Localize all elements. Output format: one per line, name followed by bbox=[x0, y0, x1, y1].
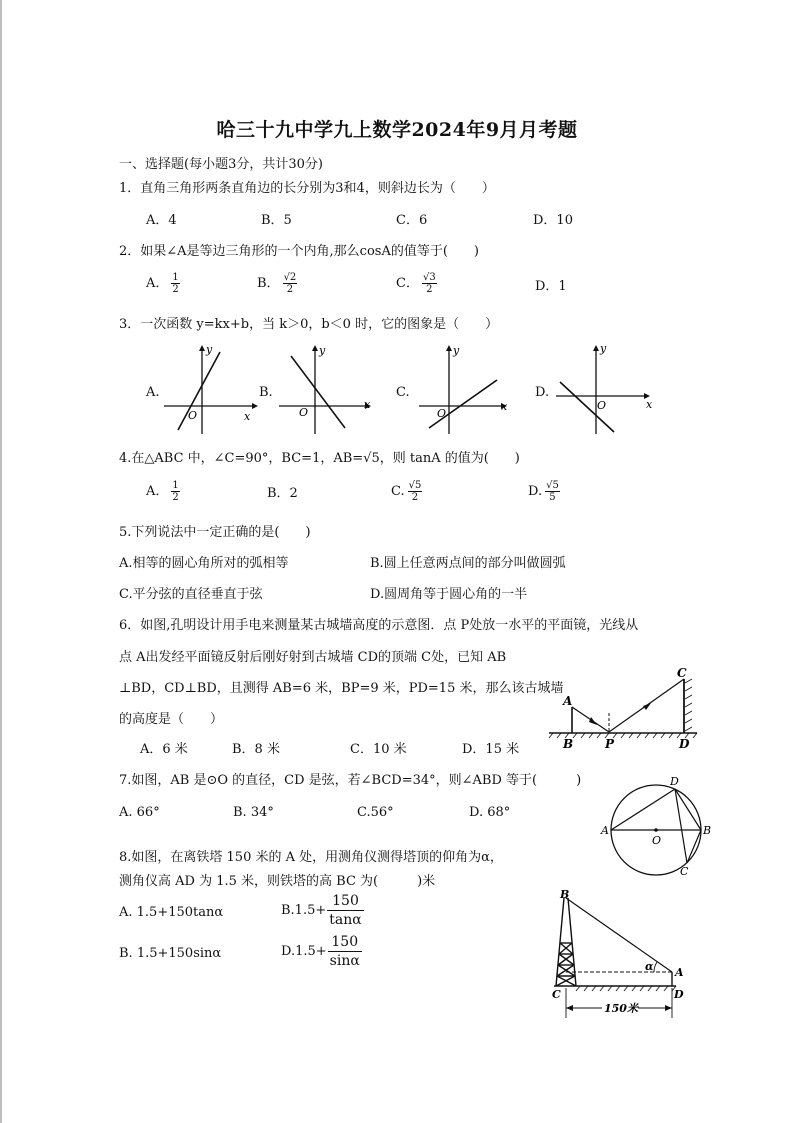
q7-option-a: A. 66° bbox=[119, 805, 160, 820]
svg-text:A: A bbox=[601, 824, 609, 837]
q4-option-c: C. $\frac{√5}{2}$ bbox=[391, 480, 422, 503]
svg-text:y: y bbox=[453, 344, 460, 357]
svg-text:B: B bbox=[560, 888, 570, 901]
page-title: 哈三十九中学九上数学2024年9月月考题 bbox=[216, 119, 578, 141]
q1-option-c: C．6 bbox=[396, 213, 428, 228]
q2-option-c: C． $\frac{√3}{2}$ bbox=[396, 272, 436, 295]
svg-text:A: A bbox=[675, 966, 684, 979]
svg-text:D: D bbox=[670, 775, 679, 788]
q8-line2: 测角仪高 AD 为 1.5 米，则铁塔的高 BC 为( )米 bbox=[119, 874, 436, 889]
svg-text:y: y bbox=[319, 344, 326, 357]
q3-graph-b bbox=[275, 342, 375, 437]
q5-option-d: D.圆周角等于圆心角的一半 bbox=[370, 587, 528, 602]
svg-text:A: A bbox=[563, 694, 573, 708]
svg-text:y: y bbox=[600, 342, 607, 355]
svg-text:D: D bbox=[679, 737, 690, 751]
q2-stem: 2．如果∠A是等边三角形的一个内角,那么cosA的值等于( ) bbox=[119, 244, 479, 259]
q6-option-c: C．10 米 bbox=[350, 742, 407, 757]
q5-option-b: B.圆上任意两点间的部分叫做圆弧 bbox=[370, 556, 566, 571]
q7-stem: 7.如图，AB 是⊙O 的直径，CD 是弦，若∠BCD=34°，则∠ABD 等于( ) bbox=[119, 773, 582, 788]
q3-option-a: A. bbox=[146, 385, 160, 400]
q6-line3: ⊥BD，CD⊥BD，且测得 AB=6 米，BP=9 米，PD=15 米，那么该古城墙 bbox=[119, 681, 564, 696]
q6-option-a: A．6 米 bbox=[140, 742, 188, 757]
svg-text:O: O bbox=[299, 406, 309, 419]
q6-option-d: D．15 米 bbox=[462, 742, 520, 757]
q3-graph-c bbox=[415, 342, 515, 437]
q5-stem: 5.下列说法中一定正确的是( ) bbox=[119, 525, 311, 540]
q1-option-a: A．4 bbox=[146, 213, 177, 228]
svg-text:P: P bbox=[605, 737, 615, 751]
svg-text:α: α bbox=[645, 960, 654, 973]
q6-line2: 点 A出发经平面镜反射后刚好射到古城墙 CD的顶端 C处，已知 AB bbox=[119, 650, 507, 665]
q5-option-a: A.相等的圆心角所对的弧相等 bbox=[119, 556, 289, 571]
svg-text:B: B bbox=[703, 824, 712, 837]
page-edge bbox=[0, 0, 2, 1123]
q7-option-c: C.56° bbox=[357, 805, 394, 820]
q4-option-b: B．2 bbox=[267, 486, 298, 501]
q8-option-b: B.1.5+ $\frac{150}{\tan\alpha}$ bbox=[281, 893, 362, 928]
q8-option-c: B. 1.5+150sinα bbox=[119, 946, 222, 961]
svg-text:y: y bbox=[206, 343, 213, 356]
q5-option-c: C.平分弦的直径垂直于弦 bbox=[119, 587, 263, 602]
svg-text:x: x bbox=[501, 400, 508, 413]
q8-tower-diagram bbox=[546, 888, 702, 1022]
svg-text:O: O bbox=[437, 407, 447, 420]
q4-option-d: D. $\frac{√5}{5}$ bbox=[528, 480, 559, 503]
q6-option-b: B．8 米 bbox=[232, 742, 280, 757]
q2-option-b: B． $\frac{√2}{2}$ bbox=[257, 272, 297, 295]
q8-line1: 8.如图，在离铁塔 150 米的 A 处，用测角仪测得塔顶的仰角为α， bbox=[119, 850, 503, 865]
q3-option-b: B. bbox=[259, 385, 273, 400]
svg-text:D: D bbox=[674, 988, 684, 1001]
q1-stem: 1．直角三角形两条直角边的长分别为3和4，则斜边长为（ ） bbox=[119, 181, 495, 196]
svg-text:x: x bbox=[244, 410, 251, 423]
svg-text:x: x bbox=[364, 398, 371, 411]
q2-option-a: A． $\frac{1}{2}$ bbox=[146, 272, 179, 295]
q6-line4: 的高度是（ ） bbox=[119, 712, 224, 727]
q3-option-d: D. bbox=[535, 385, 550, 400]
q7-option-d: D. 68° bbox=[469, 805, 511, 820]
svg-text:B: B bbox=[563, 737, 574, 751]
q4-stem: 4.在△ABC 中，∠C=90°，BC=1，AB=√5，则 tanA 的值为( ) bbox=[119, 451, 520, 466]
q1-option-b: B．5 bbox=[261, 213, 292, 228]
q6-mirror-diagram bbox=[545, 665, 705, 755]
q1-option-d: D．10 bbox=[533, 213, 573, 228]
q3-graph-a bbox=[160, 342, 260, 437]
q8-option-a: A. 1.5+150tanα bbox=[119, 905, 224, 920]
q7-circle-diagram bbox=[596, 772, 718, 880]
q3-stem: 3．一次函数 y=kx+b，当 k＞0，b＜0 时，它的图象是（ ） bbox=[119, 317, 499, 332]
q2-option-d: D．1 bbox=[535, 279, 567, 294]
svg-text:x: x bbox=[646, 398, 653, 411]
svg-text:O: O bbox=[652, 834, 662, 847]
svg-text:C: C bbox=[680, 865, 689, 878]
q6-line1: 6．如图,孔明设计用手电来测量某古城墙高度的示意图．点 P处放一水平的平面镜，光线从 bbox=[119, 618, 639, 633]
svg-text:C: C bbox=[552, 988, 561, 1001]
q3-option-c: C. bbox=[396, 385, 410, 400]
svg-text:O: O bbox=[597, 399, 607, 412]
svg-text:O: O bbox=[188, 409, 198, 422]
q8-option-d: D.1.5+ $\frac{150}{\sin\alpha}$ bbox=[281, 934, 360, 969]
q3-graph-d bbox=[552, 342, 656, 437]
section-heading: 一、选择题(每小题3分，共计30分) bbox=[119, 157, 323, 172]
q4-option-a: A． $\frac{1}{2}$ bbox=[146, 480, 179, 503]
svg-text:150米: 150米 bbox=[604, 1002, 638, 1015]
svg-text:C: C bbox=[677, 666, 687, 680]
q7-option-b: B. 34° bbox=[233, 805, 274, 820]
